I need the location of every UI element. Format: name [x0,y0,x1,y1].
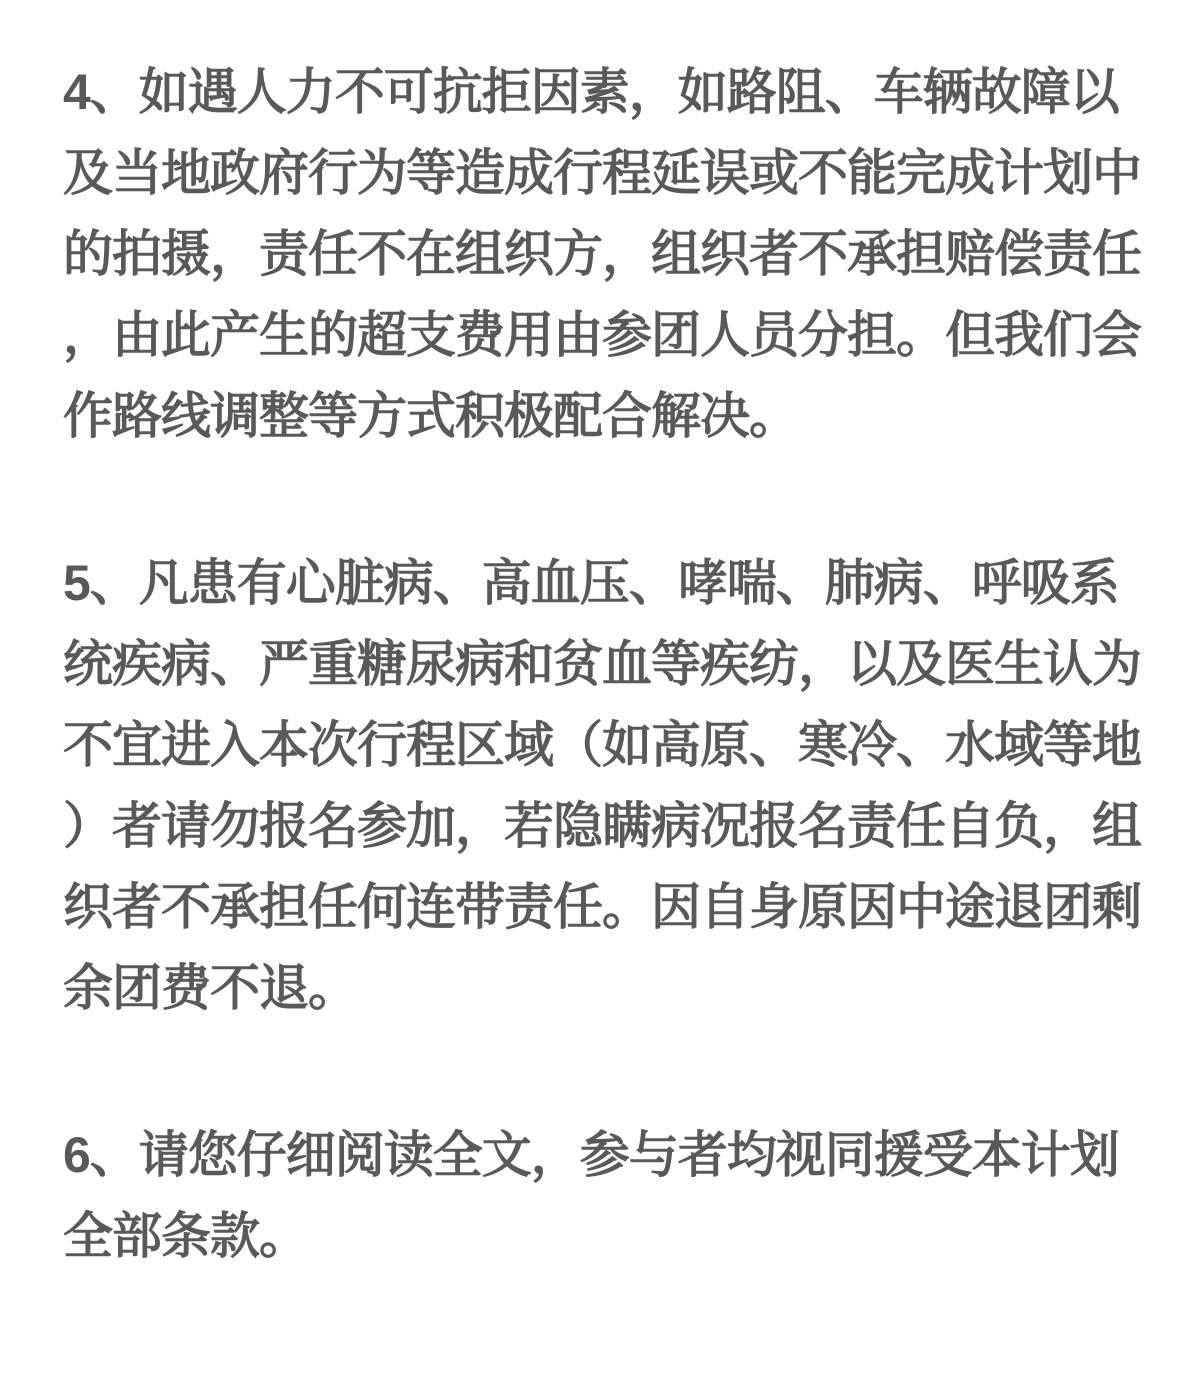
paragraph-clause-5 [63,543,1140,1029]
text-line: 及当地政府行为等造成行程延误或不能完成计划中 [63,145,1141,201]
text-line: 余团费不退。 [63,960,357,1016]
text-line: 6、请您仔细阅读全文，参与者均视同援受本计划 [63,1127,1119,1183]
text-line: 统疾病、严重糖尿病和贫血等疾纺，以及医生认为 [63,636,1141,692]
text-line: 织者不承担任何连带责任。因自身原因中途退团剩 [63,879,1141,935]
text-line: 作路线调整等方式积极配合解决。 [63,388,798,444]
text-line: 的拍摄，责任不在组织方，组织者不承担赔偿责任 [63,226,1141,282]
text-line: 5、凡患有心脏病、高血压、哮喘、肺病、呼吸系 [63,555,1119,611]
text-line: ）者请勿报名参加，若隐瞒病况报名责任自负，组 [63,798,1141,854]
text-line: 全部条款。 [63,1208,308,1264]
text-line: 4、如遇人力不可抗拒因素，如路阻、车辆故障以 [63,64,1119,120]
paragraph-clause-4 [63,52,1140,457]
text-line: 不宜进入本次行程区域（如高原、寒冷、水域等地 [63,717,1141,773]
text-line: ，由此产生的超支费用由参团人员分担。但我们会 [63,307,1141,363]
paragraph-clause-6 [63,1115,1140,1277]
